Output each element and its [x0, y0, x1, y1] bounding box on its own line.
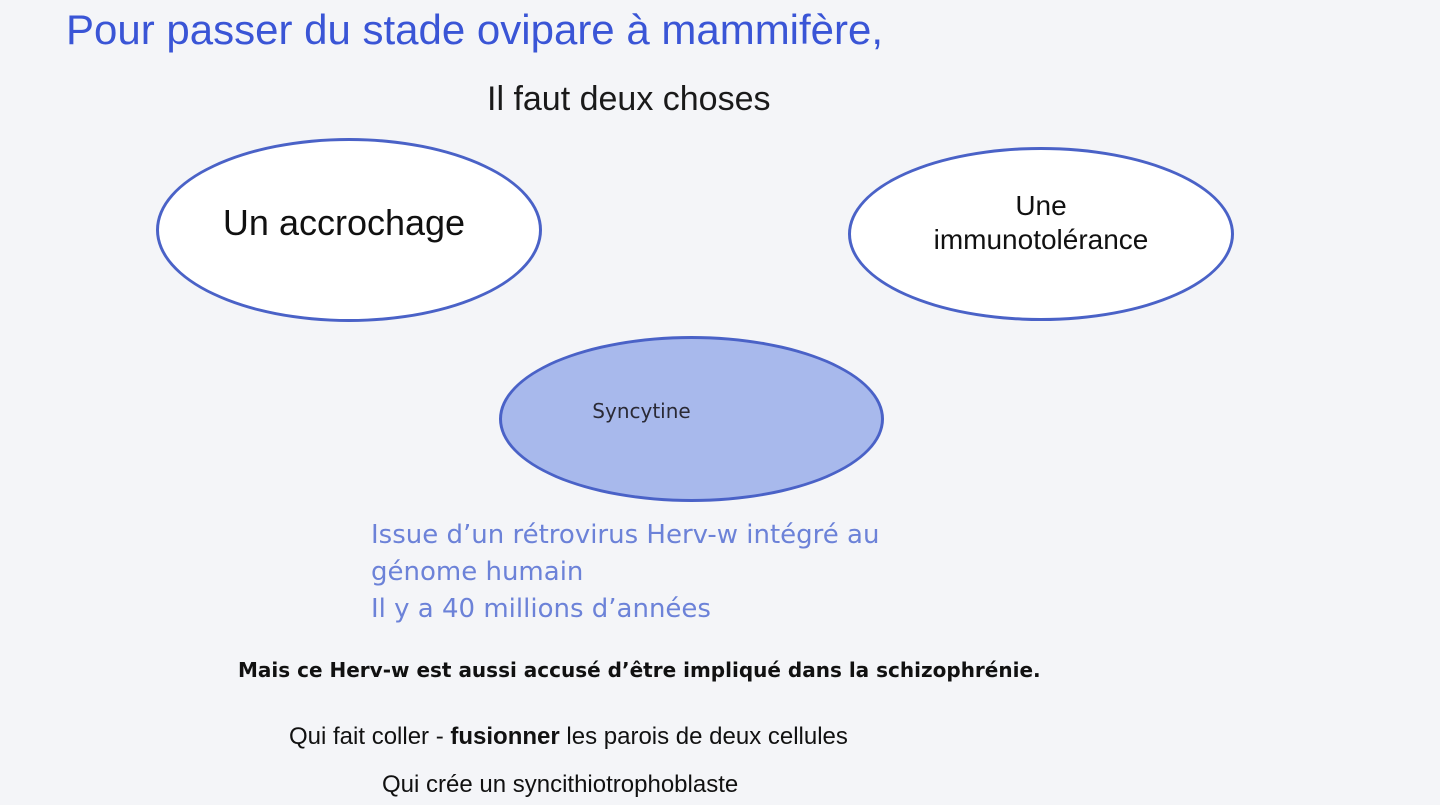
fusion-line-suffix: les parois de deux cellules — [559, 723, 848, 750]
ellipse-syncytine-label: Syncytine — [592, 399, 691, 423]
ellipse-syncytine — [499, 336, 884, 502]
note-line-2: génome humain — [371, 557, 584, 587]
schizophrenia-warning: Mais ce Herv-w est aussi accusé d’être impliqué dans la schizophrénie. — [238, 658, 1041, 682]
fusion-line — [289, 723, 848, 751]
note-line-3: Il y a 40 millions d’années — [371, 594, 711, 624]
slide-title: Pour passer du stade ovipare à mammifère, — [66, 6, 884, 53]
slide-subtitle: Il faut deux choses — [487, 80, 771, 118]
syncitiotrophoblast-line: Qui crée un syncithiotrophoblaste — [382, 771, 739, 798]
fusion-line-prefix: Qui fait coller - — [289, 723, 451, 750]
fusion-line-bold: fusionner — [450, 723, 560, 750]
immuno-line-2: immunotolérance — [933, 224, 1149, 255]
syncytine-origin-note — [371, 517, 879, 628]
ellipse-immunotolerance — [848, 147, 1234, 321]
immuno-line-1: Une — [1015, 190, 1067, 221]
note-line-1: Issue d’un rétrovirus Herv-w intégré au — [371, 520, 880, 550]
ellipse-accrochage — [156, 138, 542, 322]
ellipse-immunotolerance-label — [934, 189, 1149, 257]
ellipse-accrochage-label: Un accrochage — [222, 202, 466, 243]
